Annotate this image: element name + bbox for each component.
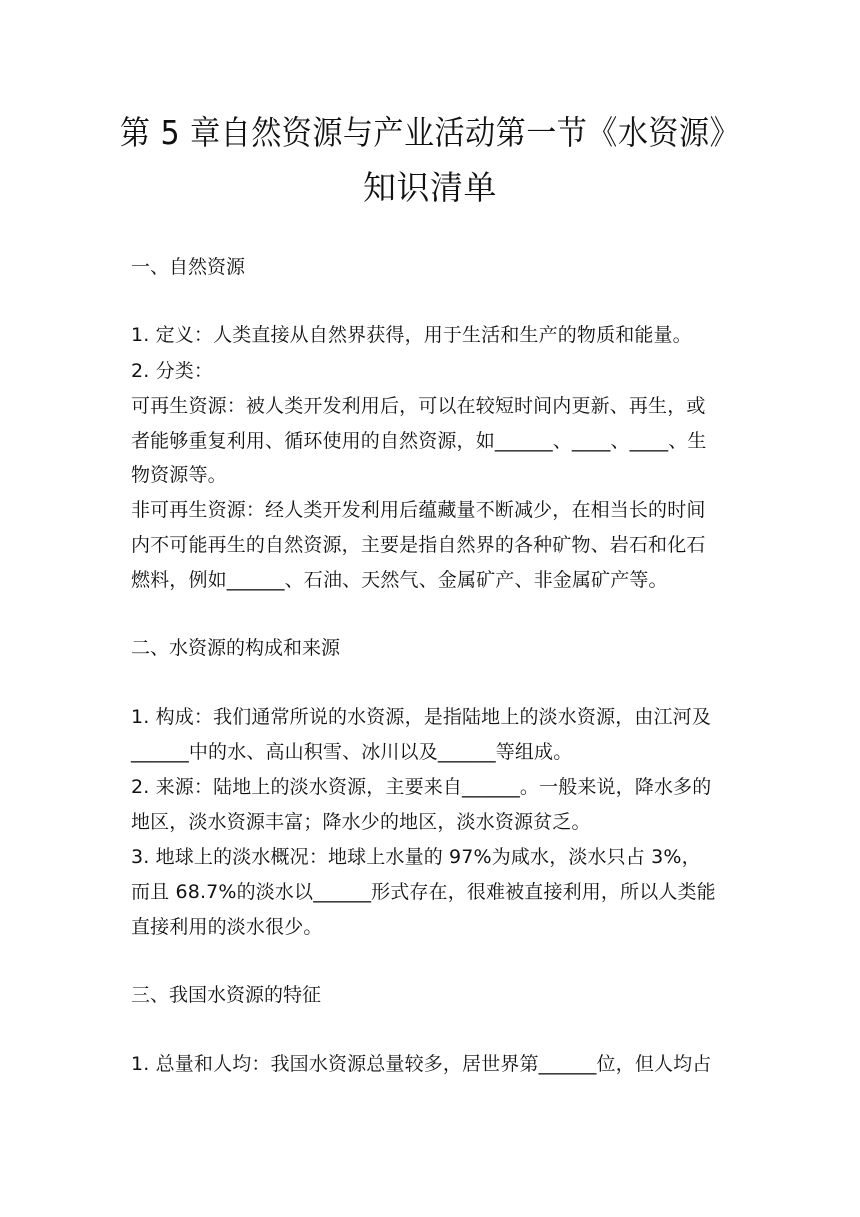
paragraph-line: 1. 总量和人均：我国水资源总量较多，居世界第______位，但人均占 <box>131 1053 712 1075</box>
document-title-line-1: 第 5 章自然资源与产业活动第一节《水资源》 <box>119 113 741 152</box>
paragraph-line: 1. 构成：我们通常所说的水资源，是指陆地上的淡水资源，由江河及 <box>131 706 711 728</box>
paragraph-line: 地区，淡水资源丰富；降水少的地区，淡水资源贫乏。 <box>131 811 591 833</box>
paragraph-line: 2. 分类： <box>131 360 214 382</box>
section-heading-water-composition: 二、水资源的构成和来源 <box>131 637 341 659</box>
paragraph-line: 2. 来源：陆地上的淡水资源，主要来自______。一般来说，降水多的 <box>131 776 712 798</box>
paragraph-line: 直接利用的淡水很少。 <box>131 916 323 938</box>
paragraph-line: 3. 地球上的淡水概况：地球上水量的 97%为咸水，淡水只占 3%， <box>131 846 701 868</box>
paragraph-line: 非可再生资源：经人类开发利用后蕴藏量不断减少，在相当长的时间 <box>131 499 706 521</box>
paragraph-line: 1. 定义：人类直接从自然界获得，用于生活和生产的物质和能量。 <box>131 324 692 346</box>
section-heading-china-water-features: 三、我国水资源的特征 <box>131 984 322 1006</box>
document-title-line-2: 知识清单 <box>363 168 497 207</box>
paragraph-line: 物资源等。 <box>131 464 227 486</box>
section-heading-natural-resources: 一、自然资源 <box>131 256 246 278</box>
paragraph-line: 者能够重复利用、循环使用的自然资源，如______、____、____、生 <box>131 430 707 452</box>
paragraph-line: 可再生资源：被人类开发利用后，可以在较短时间内更新、再生，或 <box>131 395 706 417</box>
paragraph-line: 燃料，例如______、石油、天然气、金属矿产、非金属矿产等。 <box>131 569 668 591</box>
paragraph-line: 内不可能再生的自然资源，主要是指自然界的各种矿物、岩石和化石 <box>131 534 706 556</box>
paragraph-line: ______中的水、高山积雪、冰川以及______等组成。 <box>131 741 573 763</box>
paragraph-line: 而且 68.7%的淡水以______形式存在，很难被直接利用，所以人类能 <box>131 881 716 903</box>
